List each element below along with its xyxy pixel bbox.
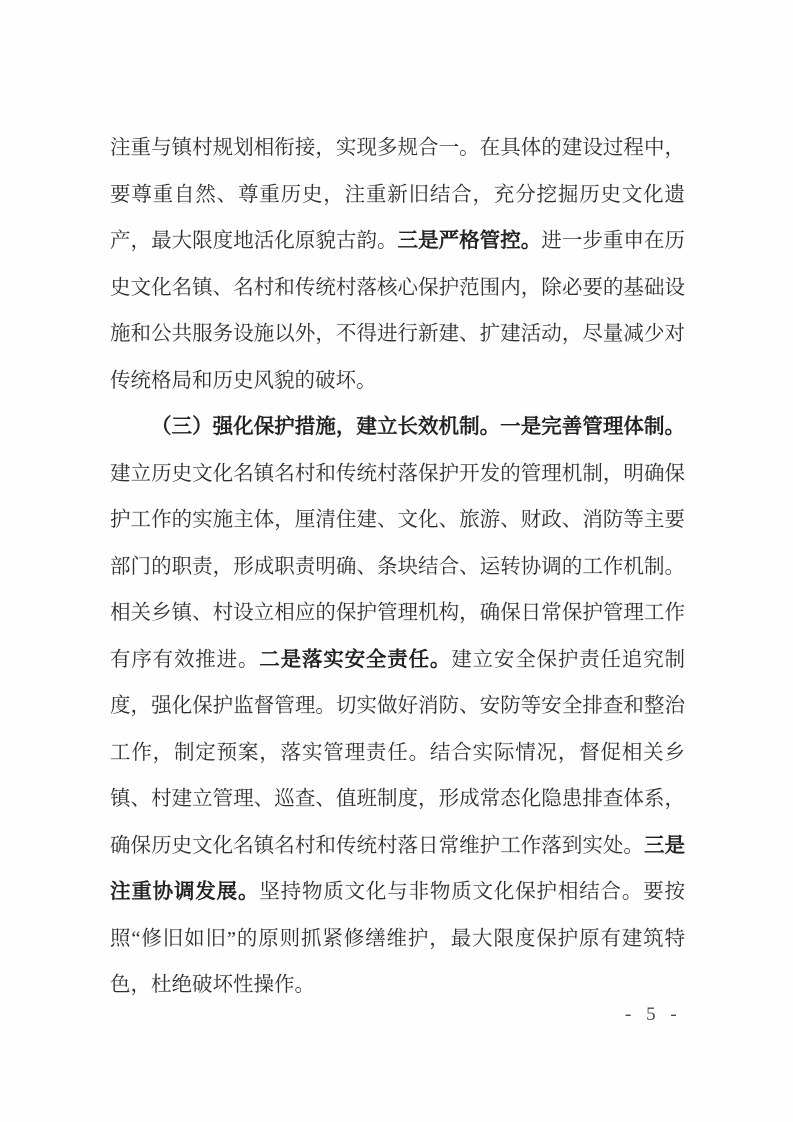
page-number: - 5 - <box>625 1004 682 1025</box>
bold-heading-run: （三）强化保护措施，建立长效机制。一是完善管理体制。 <box>151 415 685 438</box>
document-body <box>110 125 685 1009</box>
bold-heading-run: 三是注重协调发展。 <box>110 833 686 903</box>
bold-heading-run: 三是严格管控。 <box>397 229 542 252</box>
text-run: 坚持物质文化与非物质文化保护相结合。要按照“修旧如旧”的原则抓紧修缮维护，最大限度保护原有建筑特色，杜绝破坏性操作。 <box>110 881 686 996</box>
bold-heading-run: 二是落实安全责任。 <box>259 647 452 671</box>
text-run: 进一步重申在历史文化名镇、名村和传统村落核心保护范围内，除必要的基础设施和公共服务设施以外，不得进行新建、扩建活动，尽量减少对传统格局和历史风貌的破坏。 <box>110 230 686 392</box>
paragraph <box>110 125 685 404</box>
text-run: 建立安全保护责任追究制度，强化保护监督管理。切实做好消防、安防等安全排查和整治工作，制定预案，落实管理责任。结合实际情况，督促相关乡镇、村建立管理、巡查、值班制度，形成常态化隐患排查体系，确保历史文化名镇名村和传统村落日常维护工作落到实处。 <box>110 648 686 857</box>
text-run: 注重与镇村规划相衔接，实现多规合一。在具体的建设过程中，要尊重自然、尊重历史，注重新旧结合，充分挖掘历史文化遗产，最大限度地活化原貌古韵。 <box>110 137 685 252</box>
paragraph <box>110 404 685 1009</box>
text-run: 建立历史文化名镇名村和传统村落保护开发的管理机制，明确保护工作的实施主体，厘清住建、文化、旅游、财政、消防等主要部门的职责，形成职责明确、条块结合、运转协调的工作机制。相关乡镇、村设立相应的保护管理机构，确保日常保护管理工作有序有效推进。 <box>110 462 685 671</box>
